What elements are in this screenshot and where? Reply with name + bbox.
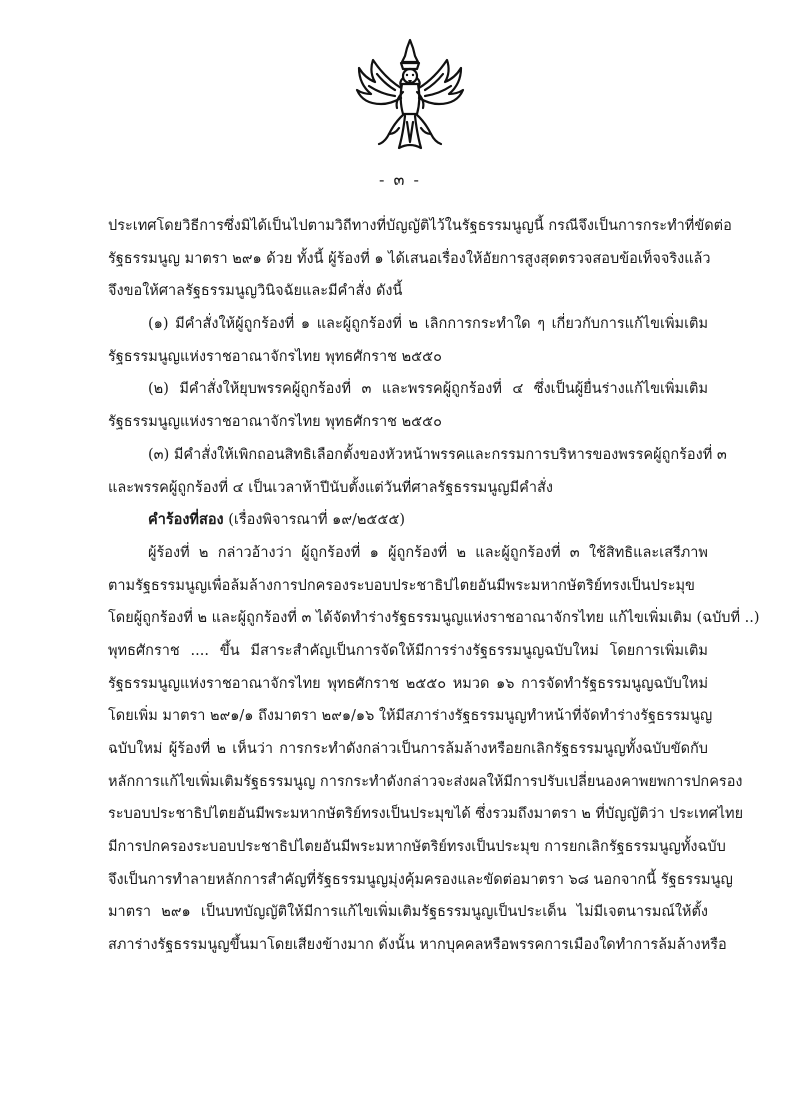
text-line	[108, 602, 760, 635]
line-text: พุทธศักราช .... ขึ้น มีสาระสำคัญเป็นการจัดให้มีการร่างรัฐธรรมนูญฉบับใหม่ โดยการเพิ่มเติม	[108, 642, 708, 659]
line-text: มาตรา ๒๙๑ เป็นบทบัญญัติให้มีการแก้ไขเพิ่มเติมรัฐธรรมนูญเป็นประเด็น ไม่มีเจตนารมณ์ให้ตั้ง	[108, 904, 708, 921]
text-line	[108, 243, 711, 276]
text-line	[108, 537, 708, 570]
line-text: และพรรคผู้ถูกร้องที่ ๔ เป็นเวลาห้าปีนับตั้งแต่วันที่ศาลรัฐธรรมนูญมีคำสั่ง	[108, 479, 553, 496]
text-line	[108, 635, 708, 668]
line-text: โดยผู้ถูกร้องที่ ๒ และผู้ถูกร้องที่ ๓ ได้จัดทำร่างรัฐธรรมนูญแห่งราชอาณาจักรไทย แก้ไขเพิ่มเติม (ฉบับที่ ..)	[108, 610, 760, 627]
document-body	[108, 210, 760, 962]
line-text: โดยเพิ่ม มาตรา ๒๙๑/๑ ถึงมาตรา ๒๙๑/๑๖ ให้มีสภาร่างรัฐธรรมนูญทำหน้าที่จัดทำร่างรัฐธรรมนูญ	[108, 708, 713, 725]
text-line	[108, 668, 708, 701]
line-text: ประเทศโดยวิธีการซึ่งมิได้เป็นไปตามวิถีทางที่บัญญัติไว้ในรัฐธรรมนูญนี้ กรณีจึงเป็นการกระทำที่ขัดต่อ	[108, 218, 732, 234]
text-line	[108, 210, 732, 243]
line-text: จึงขอให้ศาลรัฐธรรมนูญวินิจฉัยและมีคำสั่ง ดังนี้	[108, 283, 403, 300]
line-text: (๓) มีคำสั่งให้เพิกถอนสิทธิเลือกตั้งของหัวหน้าพรรคและกรรมการบริหารของพรรคผู้ถูกร้องที่ ๓	[148, 446, 727, 463]
text-line	[108, 570, 708, 603]
line-text: ตามรัฐธรรมนูญเพื่อล้มล้างการปกครองระบอบประชาธิปไตยอันมีพระมหากษัตริย์ทรงเป็นประมุข	[108, 577, 695, 594]
line-text: มีการปกครองระบอบประชาธิปไตยอันมีพระมหากษัตริย์ทรงเป็นประมุข การยกเลิกรัฐธรรมนูญทั้งฉบับ	[108, 839, 726, 856]
section-heading-line	[108, 504, 708, 537]
text-line	[108, 864, 733, 897]
text-line	[108, 373, 708, 406]
line-text: ระบอบประชาธิปไตยอันมีพระมหากษัตริย์ทรงเป็นประมุขได้ ซึ่งรวมถึงมาตรา ๒ ที่บัญญัติว่า ประเทศไทย	[108, 806, 744, 823]
text-line	[108, 406, 708, 439]
text-line	[108, 308, 708, 341]
line-text: รัฐธรรมนูญแห่งราชอาณาจักรไทย พุทธศักราช ๒๕๕๐	[108, 348, 442, 365]
text-line	[108, 733, 708, 766]
garuda-emblem-icon	[355, 38, 465, 156]
text-line	[108, 439, 727, 472]
text-line	[108, 700, 713, 733]
text-line	[108, 896, 708, 929]
text-line	[108, 831, 726, 864]
page-number: - ๓ -	[379, 170, 421, 189]
line-text: หลักการแก้ไขเพิ่มเติมรัฐธรรมนูญ การกระทำดังกล่าวจะส่งผลให้มีการปรับเปลี่ยนองคาพยพการปกครอง	[108, 773, 743, 790]
text-line	[108, 798, 744, 831]
text-line	[108, 929, 727, 962]
section-heading: คำร้องที่สอง	[148, 511, 224, 529]
line-text: (เรื่องพิจารณาที่ ๑๙/๒๕๕๕)	[223, 512, 406, 529]
line-text: (๒) มีคำสั่งให้ยุบพรรคผู้ถูกร้องที่ ๓ และพรรคผู้ถูกร้องที่ ๔ ซึ่งเป็นผู้ยื่นร่างแก้ไขเพิ่มเติม	[148, 381, 708, 398]
line-text: (๑) มีคำสั่งให้ผู้ถูกร้องที่ ๑ และผู้ถูกร้องที่ ๒ เลิกการกระทำใด ๆ เกี่ยวกับการแก้ไขเพิ่มเติม	[148, 316, 708, 333]
text-line	[108, 766, 743, 799]
text-line	[108, 341, 708, 374]
line-text: รัฐธรรมนูญ มาตรา ๒๙๑ ด้วย ทั้งนี้ ผู้ร้องที่ ๑ ได้เสนอเรื่องให้อัยการสูงสุดตรวจสอบข้อเท็จจริงแล้ว	[108, 250, 711, 267]
text-line	[108, 472, 708, 505]
line-text: ผู้ร้องที่ ๒ กล่าวอ้างว่า ผู้ถูกร้องที่ ๑ ผู้ถูกร้องที่ ๒ และผู้ถูกร้องที่ ๓ ใช้สิทธิและเสรีภาพ	[148, 544, 708, 561]
line-text: รัฐธรรมนูญแห่งราชอาณาจักรไทย พุทธศักราช ๒๕๕๐ หมวด ๑๖ การจัดทำรัฐธรรมนูญฉบับใหม่	[108, 675, 708, 692]
text-line	[108, 275, 708, 308]
line-text: ฉบับใหม่ ผู้ร้องที่ ๒ เห็นว่า การกระทำดังกล่าวเป็นการล้มล้างหรือยกเลิกรัฐธรรมนูญทั้งฉบับขัดกับ	[108, 741, 708, 757]
line-text: จึงเป็นการทำลายหลักการสำคัญที่รัฐธรรมนูญมุ่งคุ้มครองและขัดต่อมาตรา ๖๘ นอกจากนี้ รัฐธรรมนูญ	[108, 871, 733, 888]
line-text: รัฐธรรมนูญแห่งราชอาณาจักรไทย พุทธศักราช ๒๕๕๐	[108, 414, 442, 431]
line-text: สภาร่างรัฐธรรมนูญขึ้นมาโดยเสียงข้างมาก ดังนั้น หากบุคคลหรือพรรคการเมืองใดทำการล้มล้างหรือ	[108, 937, 727, 954]
